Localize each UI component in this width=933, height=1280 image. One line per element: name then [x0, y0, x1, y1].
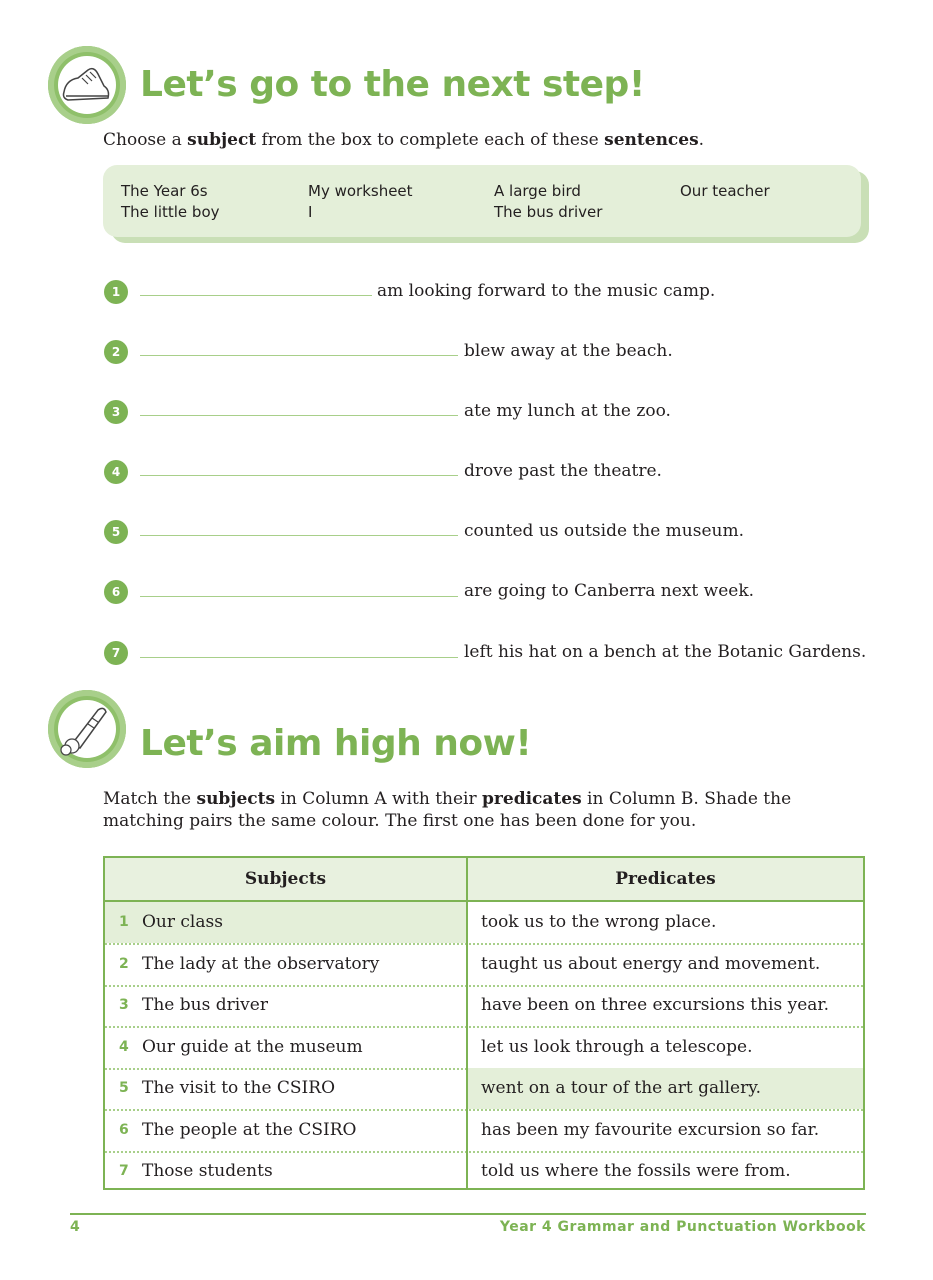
rocket-icon	[58, 700, 116, 758]
predicate-text: told us where the fossils were from.	[481, 1161, 791, 1181]
row-number: 1	[119, 914, 129, 930]
column-header-subjects: Subjects	[244, 869, 327, 889]
sentence-text: blew away at the beach.	[464, 341, 673, 361]
subject-cell[interactable]	[105, 1151, 466, 1192]
predicate-cell[interactable]	[468, 1068, 863, 1109]
subject-cell[interactable]	[105, 1110, 466, 1151]
predicate-text: went on a tour of the art gallery.	[481, 1078, 761, 1098]
subject-text: Those students	[142, 1161, 273, 1181]
book-title: Year 4 Grammar and Punctuation Workbook	[499, 1219, 866, 1235]
sentence-number: 3	[104, 400, 128, 424]
section2-instruction	[103, 788, 791, 832]
table-header	[105, 858, 863, 902]
table-row	[105, 985, 863, 1028]
section2-heading: Let’s aim high now!	[140, 723, 532, 764]
subject-cell[interactable]	[105, 902, 466, 943]
subjects-predicates-table	[103, 856, 865, 1190]
instr-text: in Column B. Shade the	[581, 789, 792, 809]
subject-word-box	[103, 165, 861, 237]
table-row	[105, 1068, 863, 1111]
subject-text: The bus driver	[142, 995, 268, 1015]
sentence-number: 2	[104, 340, 128, 364]
subject-text: The visit to the CSIRO	[142, 1078, 336, 1098]
predicate-cell[interactable]	[468, 1151, 863, 1192]
subject-cell[interactable]	[105, 1068, 466, 1109]
table-row	[105, 1110, 863, 1153]
sentence-text: left his hat on a bench at the Botanic Gardens.	[464, 642, 867, 662]
answer-blank[interactable]	[140, 475, 458, 476]
instr-text: in Column A with their	[275, 789, 483, 809]
sentence-text: am looking forward to the music camp.	[377, 281, 716, 301]
sentence-number: 4	[104, 460, 128, 484]
answer-blank[interactable]	[140, 657, 458, 658]
word-box-item: My worksheet	[308, 182, 413, 200]
sentence-number: 1	[104, 280, 128, 304]
footer-rule	[70, 1213, 866, 1215]
word-box-item: A large bird	[494, 182, 581, 200]
sentence-text: are going to Canberra next week.	[464, 581, 755, 601]
sentence-text: ate my lunch at the zoo.	[464, 401, 671, 421]
subject-cell[interactable]	[105, 1027, 466, 1068]
predicate-text: took us to the wrong place.	[481, 912, 717, 932]
predicate-text: has been my favourite excursion so far.	[481, 1120, 820, 1140]
rocket-badge-icon	[48, 690, 126, 768]
row-number: 4	[119, 1039, 129, 1055]
subject-text: Our guide at the museum	[142, 1037, 363, 1057]
column-header-predicates: Predicates	[615, 869, 716, 889]
word-box-item: The bus driver	[494, 203, 603, 221]
subject-cell[interactable]	[105, 985, 466, 1026]
shoe-badge-icon	[48, 46, 126, 124]
row-number: 2	[119, 956, 129, 972]
section1-heading: Let’s go to the next step!	[140, 64, 645, 105]
predicate-text: let us look through a telescope.	[481, 1037, 753, 1057]
row-number: 5	[119, 1080, 129, 1096]
table-row	[105, 1151, 863, 1192]
instr-text: .	[698, 130, 705, 150]
instr-text: Match the	[103, 789, 197, 809]
word-box-item: The Year 6s	[121, 182, 208, 200]
sentence-number: 6	[104, 580, 128, 604]
sentence-number: 5	[104, 520, 128, 544]
answer-blank[interactable]	[140, 596, 458, 597]
answer-blank[interactable]	[140, 295, 372, 296]
word-box-item: Our teacher	[680, 182, 770, 200]
word-box-item: I	[308, 203, 313, 221]
instr-text: from the box to complete each of these	[256, 130, 605, 150]
table-row	[105, 902, 863, 945]
row-number: 3	[119, 997, 129, 1013]
subject-cell[interactable]	[105, 944, 466, 985]
subject-text: The lady at the observatory	[142, 954, 380, 974]
table-row	[105, 944, 863, 987]
instr-bold: subject	[187, 130, 257, 150]
predicate-cell[interactable]	[468, 1110, 863, 1151]
predicate-cell[interactable]	[468, 1027, 863, 1068]
table-row	[105, 1027, 863, 1070]
instr-bold: subjects	[196, 789, 276, 809]
sentence-text: counted us outside the museum.	[464, 521, 745, 541]
predicate-text: have been on three excursions this year.	[481, 995, 830, 1015]
instr-bold: predicates	[482, 789, 582, 809]
predicate-text: taught us about energy and movement.	[481, 954, 821, 974]
predicate-cell[interactable]	[468, 944, 863, 985]
sneaker-icon	[58, 56, 116, 114]
page-number: 4	[70, 1219, 80, 1235]
predicate-cell[interactable]	[468, 985, 863, 1026]
answer-blank[interactable]	[140, 535, 458, 536]
instr-text: matching pairs the same colour. The first one has been done for you.	[103, 811, 697, 831]
row-number: 7	[119, 1163, 129, 1179]
column-divider	[466, 858, 468, 1188]
predicate-cell[interactable]	[468, 902, 863, 943]
subject-text: The people at the CSIRO	[142, 1120, 357, 1140]
answer-blank[interactable]	[140, 355, 458, 356]
instr-text: Choose a	[103, 130, 188, 150]
row-number: 6	[119, 1122, 129, 1138]
subject-text: Our class	[142, 912, 223, 932]
sentence-number: 7	[104, 641, 128, 665]
instr-bold: sentences	[604, 130, 699, 150]
answer-blank[interactable]	[140, 415, 458, 416]
section1-instruction	[103, 129, 704, 151]
word-box-item: The little boy	[121, 203, 220, 221]
sentence-text: drove past the theatre.	[464, 461, 662, 481]
